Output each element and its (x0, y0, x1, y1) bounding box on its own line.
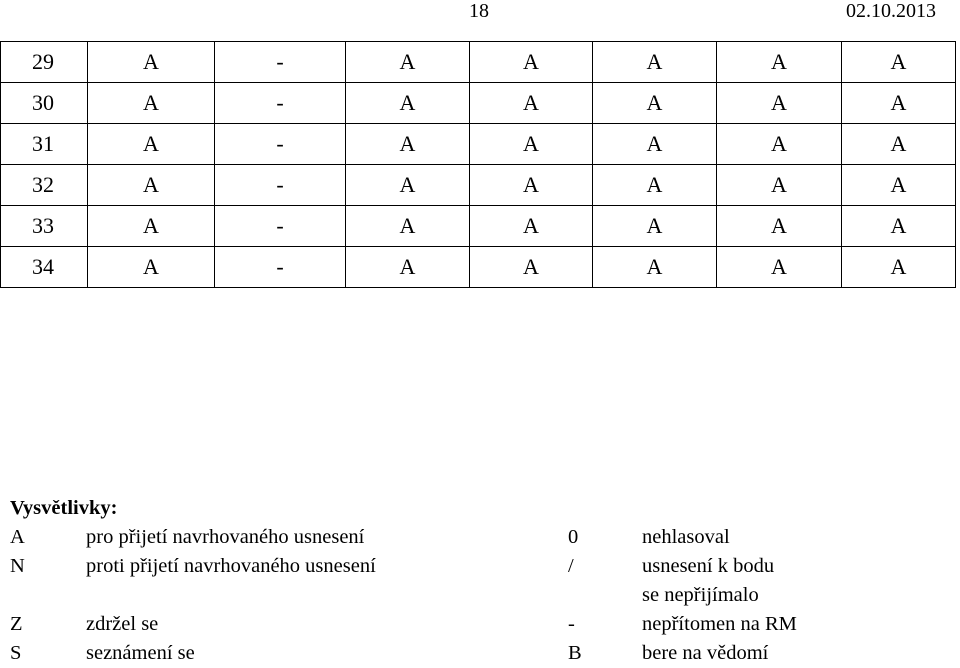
table-row (1, 165, 956, 206)
table-cell-vote: A (88, 206, 215, 247)
table-row (1, 206, 956, 247)
table-cell-vote: - (215, 42, 346, 83)
table-cell-vote: A (593, 83, 717, 124)
table-cell-item-number: 33 (1, 206, 88, 247)
table-cell-vote: - (215, 124, 346, 165)
legend-description: nepřítomen na RM (642, 613, 797, 635)
table-cell-vote: A (842, 247, 956, 288)
table-cell-vote: A (593, 206, 717, 247)
table-cell-vote: A (717, 124, 842, 165)
table-cell-vote: A (88, 165, 215, 206)
legend-row (10, 639, 769, 668)
legend-row (10, 552, 775, 581)
table-cell-vote: A (346, 124, 470, 165)
table-cell-vote: A (717, 247, 842, 288)
table-cell-vote: A (717, 42, 842, 83)
legend-description: pro přijetí navrhovaného usnesení (86, 526, 365, 548)
table-cell-vote: A (470, 83, 593, 124)
table-cell-vote: A (842, 83, 956, 124)
table-cell-vote: A (346, 42, 470, 83)
table-cell-vote: A (346, 247, 470, 288)
legend-code: S (10, 642, 22, 664)
legend-description: proti přijetí navrhovaného usnesení (86, 555, 376, 577)
table-cell-vote: A (470, 124, 593, 165)
table-cell-vote: A (717, 83, 842, 124)
table-cell-vote: A (88, 42, 215, 83)
table-cell-vote: - (215, 247, 346, 288)
page-number: 18 (469, 0, 489, 22)
table-cell-vote: A (346, 206, 470, 247)
legend-code: 0 (568, 526, 579, 548)
table-cell-vote: A (593, 247, 717, 288)
table-cell-vote: A (593, 42, 717, 83)
legend-code: B (568, 642, 582, 664)
table-cell-vote: A (842, 206, 956, 247)
legend-code: - (568, 613, 575, 635)
legend-row (10, 610, 797, 639)
legend-code: A (10, 526, 25, 548)
table-cell-vote: A (88, 124, 215, 165)
table-cell-vote: A (470, 247, 593, 288)
table-cell-vote: A (88, 247, 215, 288)
legend-description: nehlasoval (642, 526, 730, 548)
legend-code: N (10, 555, 25, 577)
legend-description: se nepřijímalo (642, 584, 759, 606)
table-cell-item-number: 30 (1, 83, 88, 124)
table-row (1, 83, 956, 124)
table-cell-item-number: 29 (1, 42, 88, 83)
table-cell-vote: A (842, 165, 956, 206)
table-cell-vote: - (215, 83, 346, 124)
table-cell-vote: A (842, 124, 956, 165)
table-cell-item-number: 34 (1, 247, 88, 288)
votes-table (0, 41, 956, 288)
table-cell-vote: A (593, 124, 717, 165)
table-cell-vote: A (88, 83, 215, 124)
legend-row (10, 581, 759, 610)
table-cell-vote: - (215, 165, 346, 206)
legend-code: / (568, 555, 574, 577)
table-cell-item-number: 31 (1, 124, 88, 165)
legend-code: Z (10, 613, 23, 635)
table-cell-item-number: 32 (1, 165, 88, 206)
legend-description: seznámení se (86, 642, 195, 664)
legend-title: Vysvětlivky: (10, 497, 118, 519)
legend-description: zdržel se (86, 613, 159, 635)
table-cell-vote: A (717, 206, 842, 247)
table-cell-vote: A (346, 165, 470, 206)
legend-row (10, 523, 730, 552)
legend (10, 494, 797, 668)
table-cell-vote: A (842, 42, 956, 83)
table-cell-vote: A (717, 165, 842, 206)
table-row (1, 42, 956, 83)
page-date: 02.10.2013 (846, 0, 936, 22)
table-cell-vote: A (470, 42, 593, 83)
table-cell-vote: - (215, 206, 346, 247)
table-cell-vote: A (346, 83, 470, 124)
table-cell-vote: A (470, 206, 593, 247)
legend-description: usnesení k bodu (642, 555, 775, 577)
table-row (1, 124, 956, 165)
table-row (1, 247, 956, 288)
legend-description: bere na vědomí (642, 642, 769, 664)
table-cell-vote: A (593, 165, 717, 206)
table-cell-vote: A (470, 165, 593, 206)
